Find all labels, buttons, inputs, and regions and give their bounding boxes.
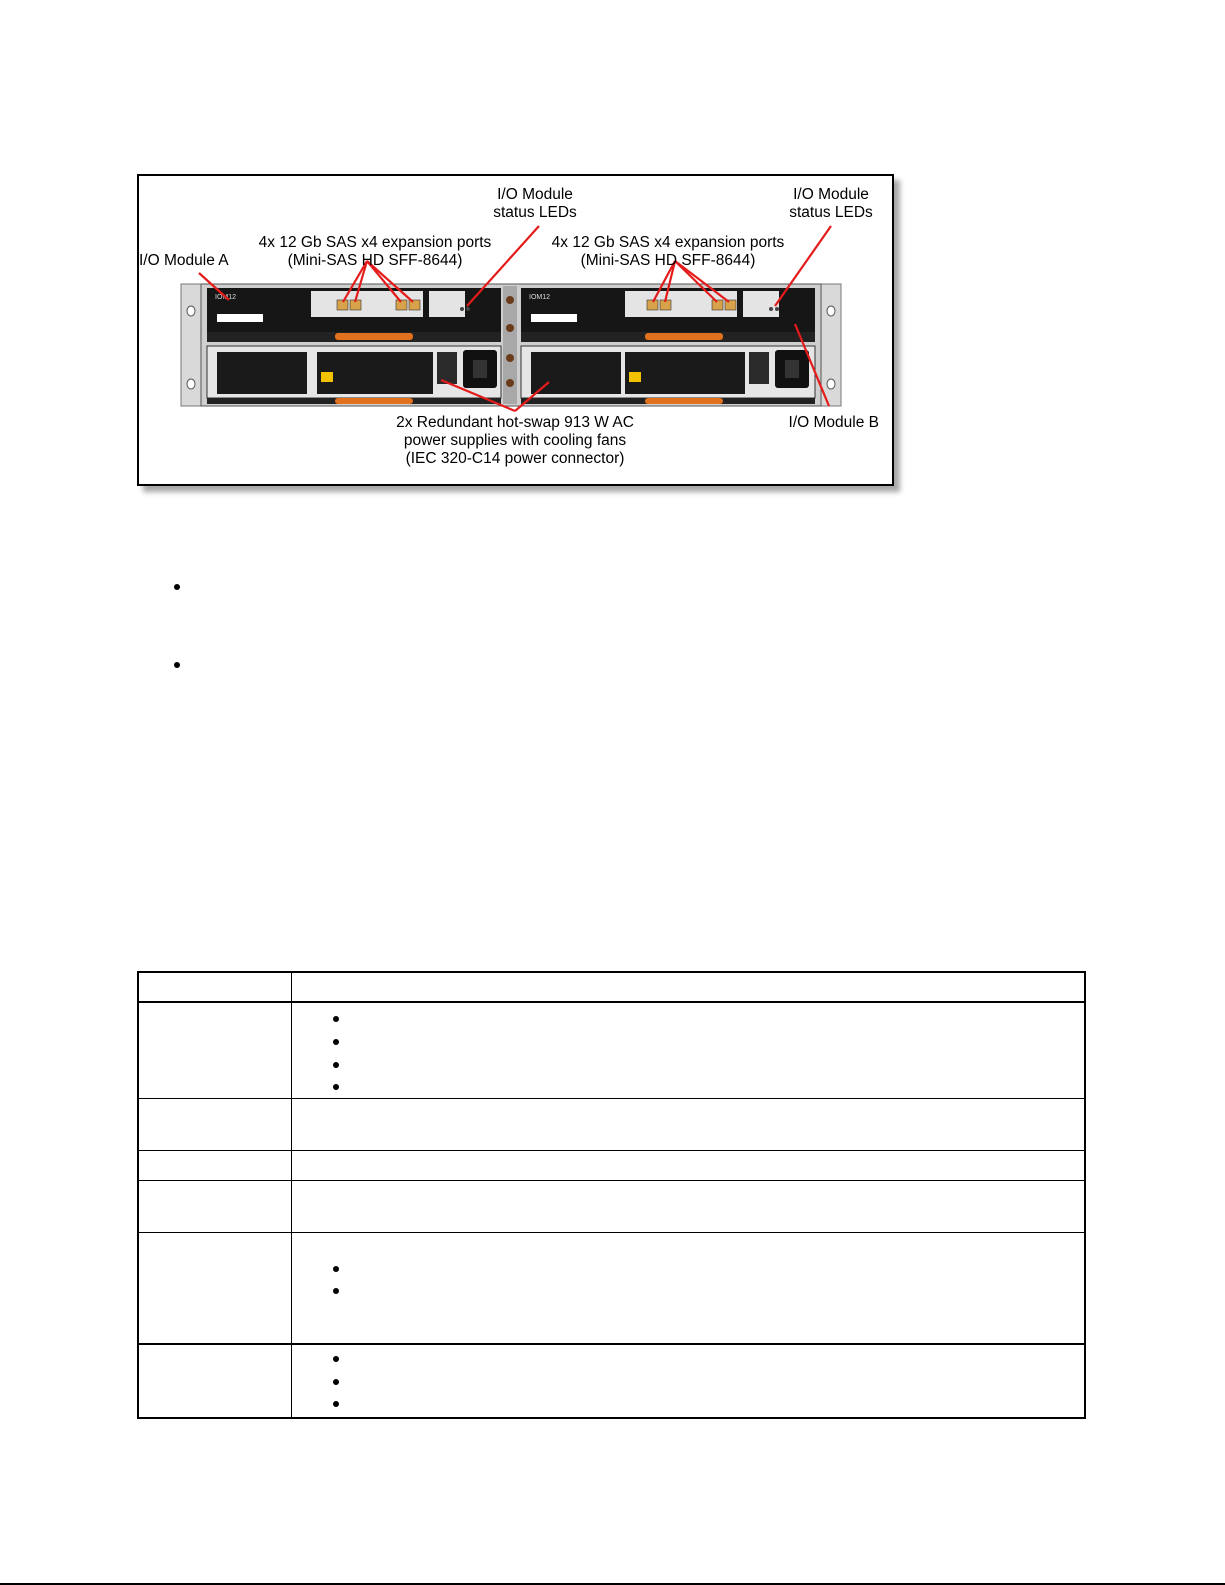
callout-status-leds-right: I/O Module status LEDs — [789, 186, 873, 221]
table-row — [139, 1151, 1084, 1181]
io-module-a-graphic — [207, 288, 501, 342]
callout-sas-ports-right: 4x 12 Gb SAS x4 expansion ports (Mini-SAS HD SFF-8644) — [551, 234, 785, 269]
specifications-table — [137, 971, 1086, 1419]
callout-io-module-a: I/O Module A — [139, 252, 229, 269]
svg-text:IOM12: IOM12 — [215, 294, 237, 301]
power-supply-right-graphic — [521, 346, 815, 404]
power-supply-left-graphic — [207, 346, 501, 404]
callout-sas-ports-left: 4x 12 Gb SAS x4 expansion ports (Mini-SAS HD SFF-8644) — [258, 234, 492, 269]
svg-text:IOM12: IOM12 — [529, 294, 551, 301]
io-module-b-graphic — [521, 288, 815, 342]
list-bullet — [174, 662, 180, 668]
callout-io-module-b: I/O Module B — [788, 414, 879, 431]
table-header-row — [139, 973, 1084, 1003]
list-bullet — [174, 584, 180, 590]
table-row — [139, 1181, 1084, 1233]
led-panel-a — [429, 291, 465, 317]
rear-view-figure — [137, 174, 894, 486]
callout-status-leds-left: I/O Module status LEDs — [493, 186, 577, 221]
led-panel-b — [743, 291, 779, 317]
callout-power-supplies: 2x Redundant hot-swap 913 W AC power supplies with cooling fans (IEC 320-C14 power connector) — [396, 414, 634, 467]
table-row — [139, 1233, 1084, 1345]
table-row — [139, 1003, 1084, 1099]
table-row — [139, 1345, 1084, 1417]
table-row — [139, 1099, 1084, 1151]
